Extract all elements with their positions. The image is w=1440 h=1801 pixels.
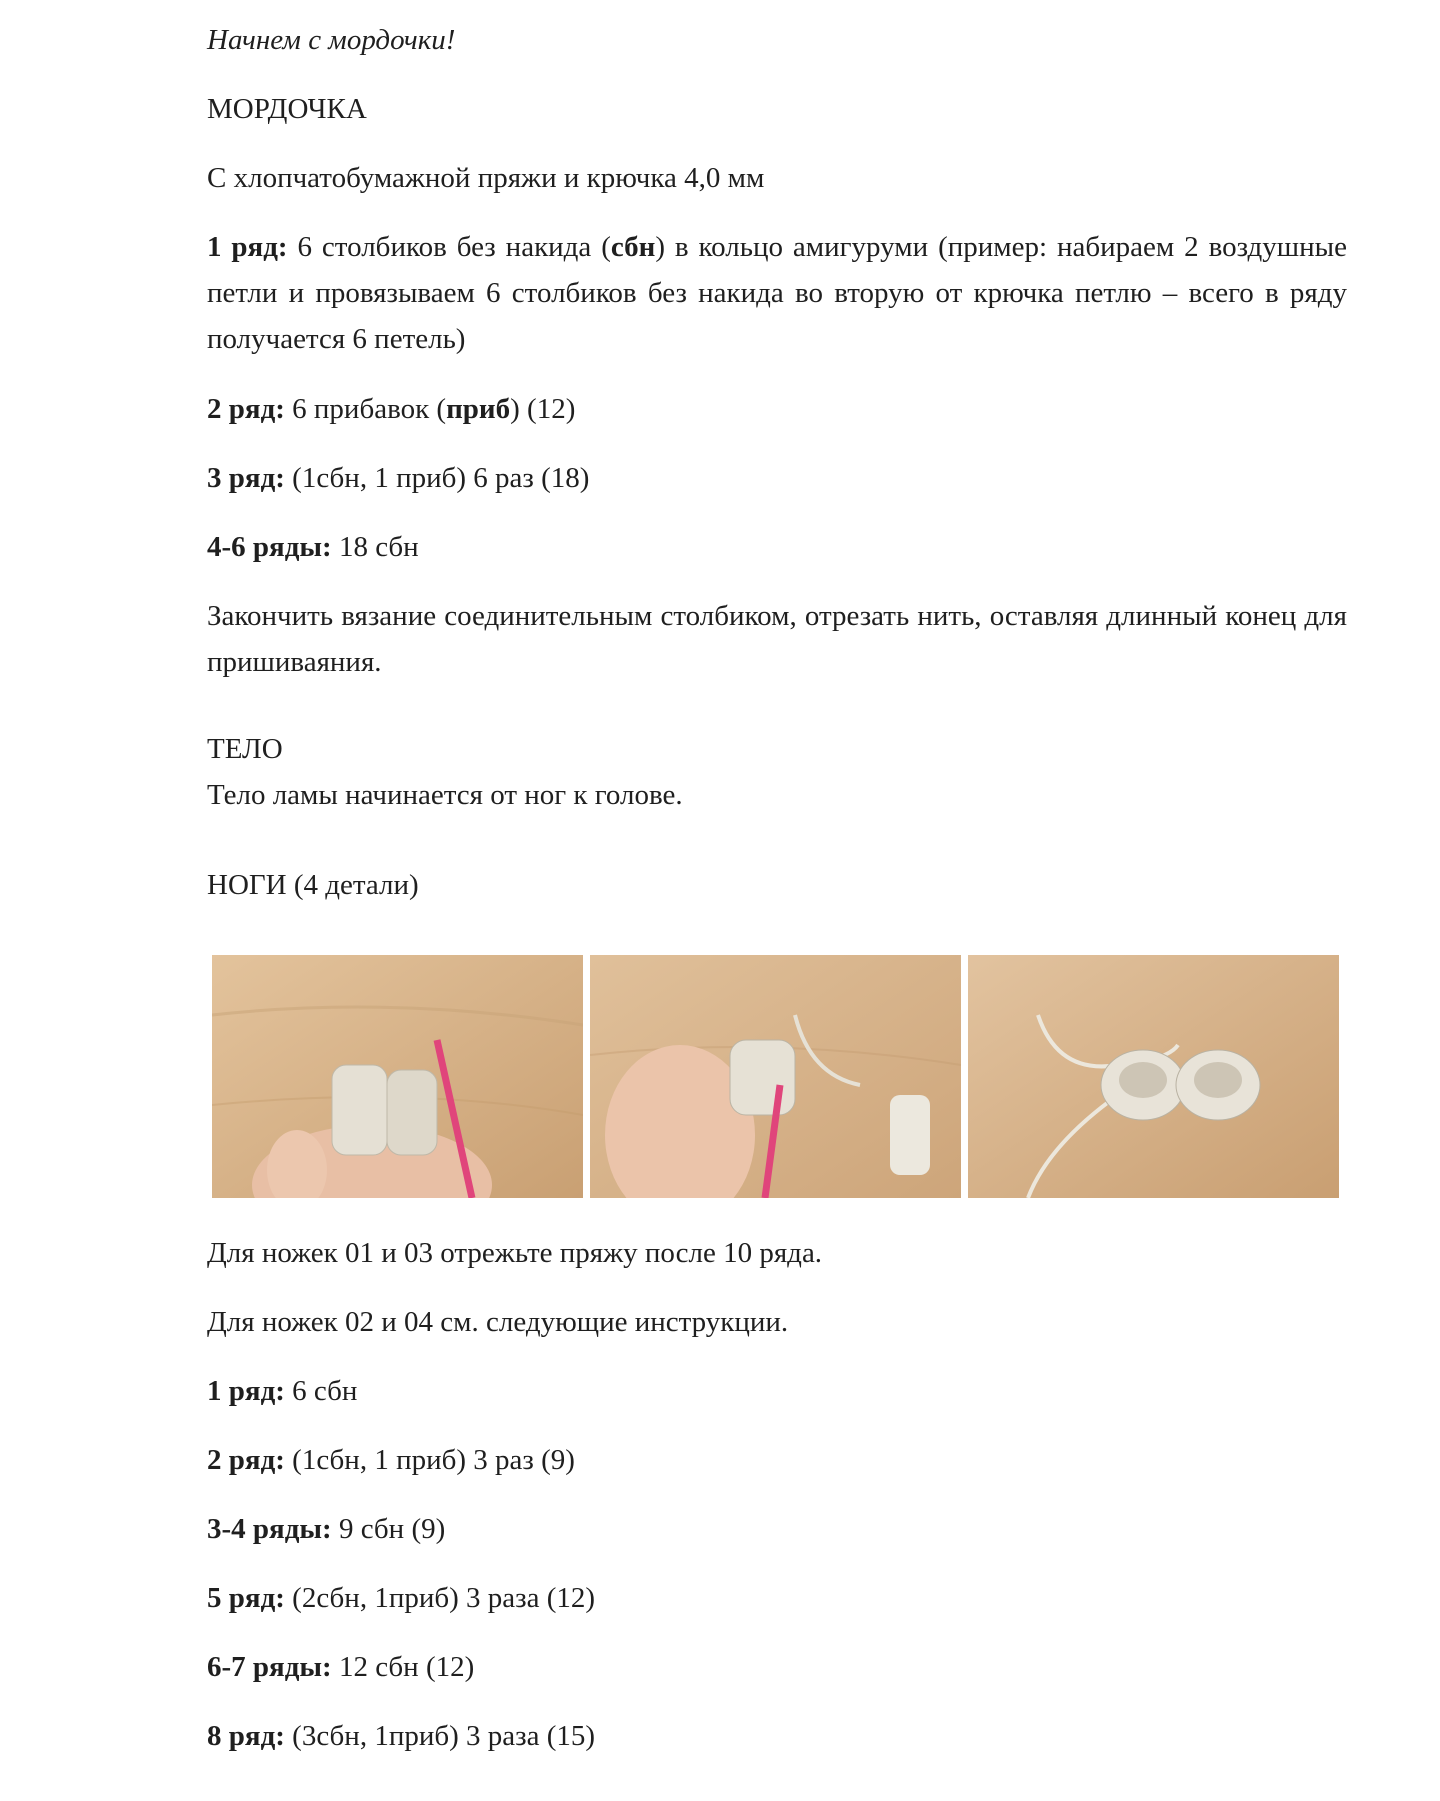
section-heading-snout: МОРДОЧКА: [207, 93, 367, 125]
legs-row-1: 1 ряд: 6 сбн: [207, 1375, 358, 1407]
legs-note-1: Для ножек 01 и 03 отрежьте пряжу после 10 ряда.: [207, 1237, 823, 1269]
legs-row-8: 8 ряд: (3сбн, 1приб) 3 раза (15): [207, 1720, 596, 1752]
snout-row-1: 1 ряд: 6 столбиков без накида (сбн) в кольцо амигуруми (пример: набираем 2 воздушные петли и провязываем 6 столбиков без накида во вторую от крючка петлю – всего в ряду получается 6 петель): [207, 231, 1347, 355]
section-heading-legs: НОГИ (4 детали): [207, 869, 419, 901]
snout-row-4-6: 4-6 ряды: 18 сбн: [207, 531, 419, 563]
abbr-prib: приб: [446, 393, 511, 425]
crochet-leg-photo-3: [968, 955, 1339, 1198]
legs-row-3-4: 3-4 ряды: 9 сбн (9): [207, 1513, 446, 1545]
snout-row-3: 3 ряд: (1сбн, 1 приб) 6 раз (18): [207, 462, 590, 494]
crochet-leg-photo-2: [590, 955, 961, 1198]
intro-text: Начнем с мордочки!: [207, 24, 456, 56]
snout-finish: Закончить вязание соединительным столбиком, отрезать нить, оставляя длинный конец для пришиваяния.: [207, 600, 1347, 678]
legs-row-2: 2 ряд: (1сбн, 1 приб) 3 раз (9): [207, 1444, 575, 1476]
crochet-leg-photo-1: [212, 955, 583, 1198]
abbr-sbn: сбн: [610, 231, 656, 263]
legs-row-6-7: 6-7 ряды: 12 сбн (12): [207, 1651, 475, 1683]
row-label: 1 ряд:: [207, 231, 288, 263]
body-text: Тело ламы начинается от ног к голове.: [207, 779, 683, 811]
snout-material: С хлопчатобумажной пряжи и крючка 4,0 мм: [207, 162, 765, 194]
photo-strip: [212, 955, 1339, 1198]
section-heading-body: ТЕЛО: [207, 733, 283, 765]
snout-row-2: 2 ряд: 6 прибавок (приб) (12): [207, 393, 576, 425]
legs-note-2: Для ножек 02 и 04 см. следующие инструкции.: [207, 1306, 789, 1338]
legs-row-5: 5 ряд: (2сбн, 1приб) 3 раза (12): [207, 1582, 596, 1614]
